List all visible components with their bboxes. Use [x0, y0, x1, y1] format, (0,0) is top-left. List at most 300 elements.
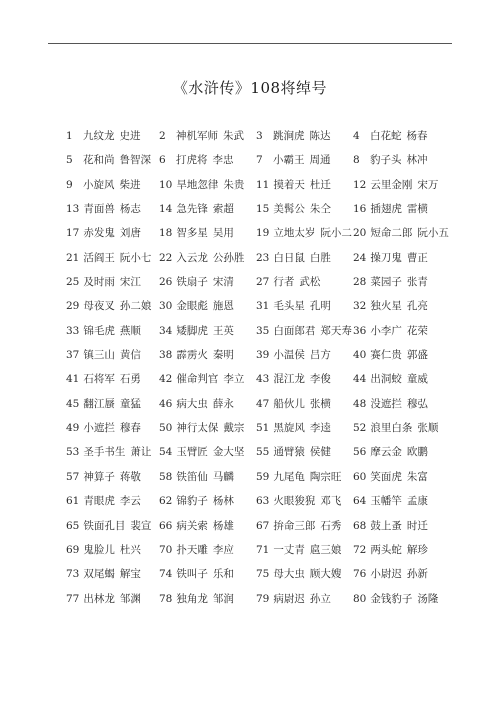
hero-number: 8 — [353, 154, 360, 167]
hero-nickname: 锦豹子 — [176, 495, 208, 508]
hero-name: 黄信 — [119, 349, 141, 362]
hero-number: 4 — [353, 130, 360, 142]
hero-nickname: 入云龙 — [176, 251, 208, 264]
hero-number: 49 — [66, 422, 80, 435]
hero-entry — [256, 420, 360, 436]
hero-nickname: 青面兽 — [83, 203, 115, 216]
hero-nickname: 翻江蜃 — [83, 397, 115, 410]
hero-entry — [66, 444, 173, 460]
hero-nickname: 赤发鬼 — [83, 227, 115, 240]
hero-nickname: 镇三山 — [83, 349, 115, 362]
hero-entry — [256, 225, 360, 241]
hero-entry — [353, 225, 457, 241]
hero-nickname: 金钱豹子 — [370, 592, 413, 605]
hero-number: 24 — [353, 251, 367, 264]
hero-nickname: 扑天雕 — [176, 543, 208, 556]
hero-name: 宋清 — [212, 276, 234, 289]
hero-number: 11 — [256, 178, 270, 191]
hero-name: 雷横 — [406, 203, 428, 216]
hero-number: 62 — [159, 495, 173, 508]
hero-nickname: 美髯公 — [273, 203, 305, 216]
hero-number: 71 — [256, 543, 270, 556]
hero-name: 鲁智深 — [119, 154, 151, 167]
table-row — [66, 298, 466, 322]
hero-nickname: 智多星 — [176, 227, 208, 240]
hero-nickname: 神行太保 — [176, 422, 219, 435]
hero-number: 20 — [353, 227, 367, 240]
hero-nickname: 赛仁贵 — [370, 349, 402, 362]
hero-number: 68 — [353, 519, 367, 532]
hero-number: 66 — [159, 519, 173, 532]
hero-number: 33 — [66, 324, 80, 337]
hero-number: 1 — [66, 130, 73, 142]
table-row — [66, 518, 466, 542]
hero-number: 76 — [353, 568, 367, 581]
hero-nickname: 没遮拦 — [370, 397, 402, 410]
hero-entry — [353, 128, 457, 144]
hero-entry — [159, 177, 263, 193]
hero-nickname: 病尉迟 — [273, 592, 305, 605]
hero-nickname: 小遮拦 — [83, 422, 115, 435]
hero-entry — [256, 298, 360, 314]
table-row — [66, 396, 466, 420]
hero-name: 王英 — [212, 324, 234, 337]
hero-name: 杨志 — [119, 203, 141, 216]
hero-nickname: 通臂猿 — [273, 446, 305, 459]
table-row — [66, 493, 466, 517]
hero-entry — [256, 566, 360, 582]
table-row — [66, 566, 466, 590]
hero-name: 林冲 — [406, 154, 428, 167]
hero-number: 44 — [353, 373, 367, 386]
hero-entry — [256, 591, 360, 607]
hero-nickname: 锦毛虎 — [83, 324, 115, 337]
hero-name: 金大坚 — [212, 446, 245, 459]
hero-nickname: 浪里白条 — [370, 422, 413, 435]
hero-entry — [159, 493, 263, 509]
hero-entry — [256, 347, 360, 363]
hero-number: 61 — [66, 495, 80, 508]
hero-entry — [159, 152, 263, 168]
hero-number: 48 — [353, 397, 367, 410]
hero-nickname: 出林龙 — [83, 592, 115, 605]
hero-number: 7 — [256, 154, 263, 167]
hero-number: 23 — [256, 251, 270, 264]
table-row — [66, 542, 466, 566]
hero-entry — [66, 128, 170, 144]
page-title: 《水浒传》108将绰号 — [172, 79, 328, 97]
hero-name: 李逵 — [309, 422, 331, 435]
hero-name: 李应 — [212, 543, 234, 556]
hero-entry — [353, 591, 457, 607]
hero-entry — [159, 518, 263, 534]
hero-entry — [159, 469, 263, 485]
hero-number: 15 — [256, 203, 270, 216]
hero-entry — [353, 518, 457, 534]
hero-entry — [66, 542, 173, 558]
hero-entry — [256, 493, 360, 509]
hero-name: 武松 — [299, 276, 321, 289]
hero-name: 马麟 — [212, 470, 234, 483]
hero-entry — [66, 298, 173, 314]
table-row — [66, 274, 466, 298]
hero-number: 22 — [159, 251, 173, 264]
hero-nickname: 笑面虎 — [370, 470, 402, 483]
hero-number: 21 — [66, 251, 80, 264]
hero-name: 朱武 — [223, 130, 244, 142]
hero-number: 10 — [159, 178, 173, 191]
hero-entry — [66, 493, 173, 509]
hero-number: 40 — [353, 349, 367, 362]
hero-number: 9 — [66, 178, 73, 191]
hero-name: 解宝 — [119, 568, 141, 581]
hero-nickname: 石将军 — [83, 373, 115, 386]
hero-nickname: 病大虫 — [176, 397, 208, 410]
hero-number: 79 — [256, 592, 270, 605]
hero-name: 杜迁 — [309, 178, 331, 191]
table-row — [66, 177, 466, 201]
hero-number: 31 — [256, 300, 270, 313]
hero-entry — [66, 518, 173, 534]
hero-nickname: 白日鼠 — [273, 251, 305, 264]
hero-number: 51 — [256, 422, 270, 435]
hero-name: 顾大嫂 — [309, 568, 342, 581]
hero-number: 43 — [256, 373, 270, 386]
hero-name: 穆弘 — [406, 397, 428, 410]
hero-nickname: 铁面孔目 — [83, 519, 126, 532]
hero-name: 陈达 — [309, 130, 331, 142]
hero-nickname: 病关索 — [176, 519, 208, 532]
hero-number: 5 — [66, 154, 73, 167]
hero-entry — [353, 444, 457, 460]
table-row — [66, 371, 466, 395]
hero-number: 18 — [159, 227, 173, 240]
hero-entry — [353, 420, 457, 436]
table-row — [66, 469, 466, 493]
hero-nickname: 鼓上蚤 — [370, 519, 402, 532]
hero-entry — [256, 444, 360, 460]
table-row — [66, 591, 466, 615]
table-row — [66, 347, 466, 371]
hero-number: 80 — [353, 592, 367, 605]
hero-name: 白胜 — [309, 251, 331, 264]
hero-name: 张顺 — [417, 422, 439, 435]
hero-nickname: 插翅虎 — [370, 203, 402, 216]
hero-entry — [66, 469, 173, 485]
hero-entry — [66, 323, 173, 339]
hero-number: 46 — [159, 397, 173, 410]
hero-name: 阮小二 — [320, 227, 352, 240]
hero-name: 萧让 — [130, 446, 152, 459]
hero-entry — [66, 566, 173, 582]
hero-name: 曹正 — [406, 251, 428, 264]
hero-nickname: 独火星 — [370, 300, 402, 313]
hero-number: 39 — [256, 349, 270, 362]
hero-name: 李俊 — [309, 373, 331, 386]
hero-name: 阮小五 — [417, 227, 449, 240]
hero-entry — [353, 250, 457, 266]
hero-number: 28 — [353, 276, 367, 289]
hero-name: 李忠 — [212, 154, 234, 167]
hero-name: 朱富 — [406, 470, 428, 483]
nickname-table — [66, 128, 466, 615]
hero-entry — [256, 274, 360, 290]
hero-name: 施恩 — [212, 300, 234, 313]
hero-number: 17 — [66, 227, 80, 240]
hero-nickname: 急先锋 — [176, 203, 208, 216]
hero-name: 燕顺 — [119, 324, 141, 337]
hero-name: 邹润 — [212, 592, 234, 605]
hero-name: 杨林 — [212, 495, 234, 508]
table-row — [66, 444, 466, 468]
hero-nickname: 神机军师 — [176, 130, 218, 142]
hero-number: 60 — [353, 470, 367, 483]
hero-number: 59 — [256, 470, 270, 483]
hero-number: 73 — [66, 568, 80, 581]
hero-name: 朱仝 — [309, 203, 331, 216]
hero-number: 54 — [159, 446, 173, 459]
hero-nickname: 玉幡竿 — [370, 495, 402, 508]
hero-entry — [256, 250, 360, 266]
hero-nickname: 青眼虎 — [83, 495, 115, 508]
hero-number: 6 — [159, 154, 166, 167]
hero-number: 3 — [256, 130, 263, 142]
hero-name: 索超 — [212, 203, 234, 216]
hero-entry — [66, 591, 173, 607]
hero-name: 邓飞 — [320, 495, 342, 508]
hero-nickname: 船伙儿 — [273, 397, 305, 410]
hero-entry — [256, 371, 360, 387]
hero-entry — [353, 469, 457, 485]
hero-number: 36 — [353, 324, 367, 337]
hero-nickname: 短命二郎 — [370, 227, 413, 240]
hero-entry — [66, 177, 173, 193]
hero-entry — [159, 566, 263, 582]
hero-nickname: 神算子 — [83, 470, 115, 483]
hero-number: 16 — [353, 203, 367, 216]
hero-number: 63 — [256, 495, 270, 508]
hero-nickname: 铁叫子 — [176, 568, 208, 581]
hero-nickname: 毛头星 — [273, 300, 305, 313]
hero-name: 汤隆 — [417, 592, 439, 605]
hero-nickname: 铁扇子 — [176, 276, 208, 289]
hero-nickname: 小尉迟 — [370, 568, 402, 581]
hero-name: 穆春 — [119, 422, 141, 435]
hero-nickname: 小霸王 — [273, 154, 305, 167]
hero-name: 孟康 — [406, 495, 428, 508]
hero-entry — [159, 128, 263, 144]
hero-nickname: 豹子头 — [370, 154, 402, 167]
hero-nickname: 催命判官 — [176, 373, 219, 386]
hero-entry — [159, 444, 263, 460]
hero-entry — [66, 420, 173, 436]
hero-number: 77 — [66, 592, 80, 605]
hero-name: 郭盛 — [406, 349, 428, 362]
hero-nickname: 菜园子 — [370, 276, 402, 289]
hero-number: 47 — [256, 397, 270, 410]
hero-entry — [66, 371, 173, 387]
top-divider-line — [48, 43, 452, 44]
hero-entry — [159, 591, 263, 607]
hero-nickname: 玉臂匠 — [176, 446, 208, 459]
hero-number: 38 — [159, 349, 173, 362]
hero-entry — [256, 177, 360, 193]
hero-name: 李云 — [119, 495, 141, 508]
hero-number: 2 — [159, 130, 166, 142]
hero-entry — [353, 493, 457, 509]
hero-name: 吴用 — [212, 227, 234, 240]
hero-name: 张青 — [406, 276, 428, 289]
hero-nickname: 行者 — [273, 276, 295, 289]
hero-nickname: 九纹龙 — [83, 130, 115, 142]
hero-nickname: 霹雳火 — [176, 349, 208, 362]
hero-name: 柴进 — [119, 178, 141, 191]
hero-name: 戴宗 — [223, 422, 245, 435]
hero-number: 70 — [159, 543, 173, 556]
hero-name: 周通 — [309, 154, 331, 167]
hero-nickname: 矮脚虎 — [176, 324, 208, 337]
hero-number: 75 — [256, 568, 270, 581]
hero-name: 裴宣 — [130, 519, 152, 532]
hero-name: 花荣 — [406, 324, 428, 337]
hero-number: 25 — [66, 276, 80, 289]
hero-nickname: 拚命三郎 — [273, 519, 316, 532]
hero-name: 宋江 — [119, 276, 141, 289]
hero-entry — [353, 396, 457, 412]
hero-name: 乐和 — [212, 568, 234, 581]
hero-nickname: 花和尚 — [83, 154, 115, 167]
hero-entry — [353, 298, 457, 314]
hero-entry — [159, 396, 263, 412]
hero-entry — [256, 323, 360, 339]
hero-number: 69 — [66, 543, 80, 556]
table-row — [66, 152, 466, 176]
table-row — [66, 250, 466, 274]
hero-name: 石勇 — [119, 373, 141, 386]
hero-name: 童威 — [406, 373, 428, 386]
hero-entry — [66, 152, 170, 168]
hero-name: 吕方 — [309, 349, 331, 362]
hero-nickname: 出洞蛟 — [370, 373, 402, 386]
hero-entry — [66, 274, 173, 290]
hero-nickname: 摩云金 — [370, 446, 402, 459]
hero-nickname: 旱地忽律 — [176, 178, 219, 191]
hero-entry — [159, 225, 263, 241]
hero-number: 12 — [353, 178, 367, 191]
hero-nickname: 摸着天 — [273, 178, 305, 191]
hero-number: 34 — [159, 324, 173, 337]
hero-name: 杨春 — [406, 130, 428, 142]
hero-entry — [66, 201, 173, 217]
hero-nickname: 一丈青 — [273, 543, 305, 556]
hero-entry — [353, 347, 457, 363]
hero-number: 26 — [159, 276, 173, 289]
hero-name: 杜兴 — [119, 543, 141, 556]
hero-nickname: 金眼彪 — [176, 300, 208, 313]
hero-number: 52 — [353, 422, 367, 435]
hero-number: 55 — [256, 446, 270, 459]
hero-name: 薛永 — [212, 397, 234, 410]
hero-entry — [159, 274, 263, 290]
hero-nickname: 小李广 — [370, 324, 402, 337]
hero-name: 解珍 — [406, 543, 428, 556]
hero-nickname: 独角龙 — [176, 592, 208, 605]
hero-nickname: 跳涧虎 — [273, 130, 305, 142]
hero-nickname: 铁笛仙 — [176, 470, 208, 483]
hero-number: 72 — [353, 543, 367, 556]
hero-name: 史进 — [119, 130, 141, 142]
hero-entry — [159, 298, 263, 314]
hero-number: 53 — [66, 446, 80, 459]
hero-nickname: 黑旋风 — [273, 422, 305, 435]
hero-name: 杨雄 — [212, 519, 234, 532]
hero-entry — [159, 371, 263, 387]
hero-nickname: 火眼狻猊 — [273, 495, 316, 508]
hero-name: 孔明 — [309, 300, 331, 313]
hero-nickname: 白面郎君 — [273, 324, 316, 337]
hero-name: 秦明 — [212, 349, 234, 362]
hero-name: 邹渊 — [119, 592, 141, 605]
hero-nickname: 鬼脸儿 — [83, 543, 115, 556]
hero-name: 孙二娘 — [119, 300, 152, 313]
hero-entry — [66, 396, 173, 412]
hero-nickname: 操刀鬼 — [370, 251, 402, 264]
hero-nickname: 活阎王 — [83, 251, 115, 264]
hero-number: 56 — [353, 446, 367, 459]
hero-name: 蒋敬 — [119, 470, 141, 483]
hero-name: 刘唐 — [119, 227, 141, 240]
hero-entry — [66, 225, 173, 241]
hero-number: 57 — [66, 470, 80, 483]
hero-nickname: 打虎将 — [176, 154, 208, 167]
hero-nickname: 云里金刚 — [370, 178, 413, 191]
hero-number: 37 — [66, 349, 80, 362]
hero-name: 侯健 — [309, 446, 331, 459]
hero-number: 13 — [66, 203, 80, 216]
hero-name: 郑天寿 — [320, 324, 352, 337]
hero-number: 41 — [66, 373, 80, 386]
hero-name: 宋万 — [417, 178, 439, 191]
hero-entry — [353, 371, 457, 387]
hero-name: 扈三娘 — [309, 543, 342, 556]
hero-name: 童猛 — [119, 397, 141, 410]
hero-number: 27 — [256, 276, 270, 289]
hero-entry — [256, 542, 360, 558]
hero-number: 30 — [159, 300, 173, 313]
hero-name: 时迁 — [406, 519, 428, 532]
hero-nickname: 小旋风 — [83, 178, 115, 191]
table-row — [66, 128, 466, 152]
table-row — [66, 201, 466, 225]
hero-entry — [353, 201, 457, 217]
hero-number: 32 — [353, 300, 367, 313]
hero-name: 李立 — [223, 373, 245, 386]
hero-name: 阮小七 — [119, 251, 152, 264]
hero-number: 58 — [159, 470, 173, 483]
hero-number: 35 — [256, 324, 270, 337]
hero-entry — [66, 250, 173, 266]
hero-entry — [159, 347, 263, 363]
hero-name: 孙立 — [309, 592, 331, 605]
hero-nickname: 白花蛇 — [370, 130, 402, 142]
hero-name: 欧鹏 — [406, 446, 428, 459]
hero-entry — [256, 518, 360, 534]
hero-number: 29 — [66, 300, 80, 313]
hero-entry — [353, 177, 457, 193]
hero-entry — [353, 566, 457, 582]
hero-entry — [256, 152, 360, 168]
hero-number: 65 — [66, 519, 80, 532]
